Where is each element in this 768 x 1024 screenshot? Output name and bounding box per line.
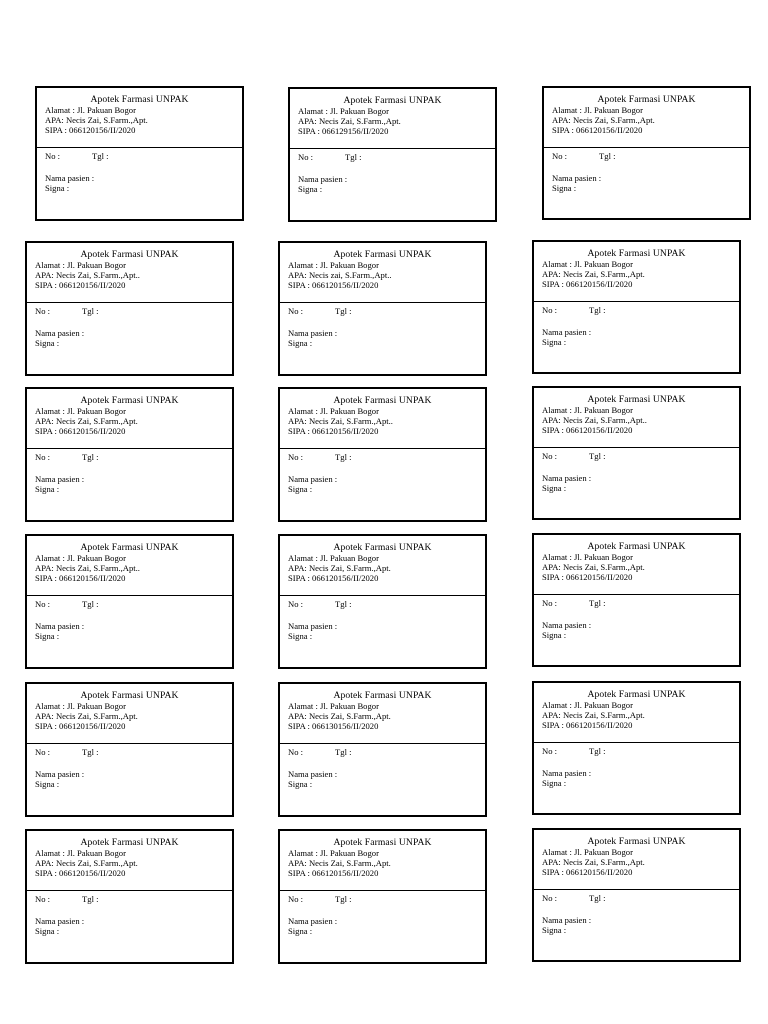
sipa-line: SIPA : 066120156/II/2020: [45, 125, 136, 135]
sipa-line: SIPA : 066120156/II/2020: [35, 426, 126, 436]
address-line: Alamat : Jl. Pakuan Bogor: [298, 106, 389, 116]
sipa-line: SIPA : 066120156/II/2020: [542, 425, 633, 435]
pharmacy-name: Apotek Farmasi UNPAK: [80, 690, 179, 701]
address-line: Alamat : Jl. Pakuan Bogor: [288, 553, 379, 563]
sipa-line: SIPA : 066120156/II/2020: [35, 280, 126, 290]
tgl-field: Tgl :: [82, 747, 99, 757]
label-header: [280, 684, 485, 744]
tgl-field: Tgl :: [589, 893, 606, 903]
label-body: [37, 148, 242, 193]
apa-line: APA: Necis Zai, S.Farm.,Apt..: [542, 415, 647, 425]
tgl-field: Tgl :: [335, 306, 352, 316]
no-field: No :: [552, 151, 568, 161]
label-body: [27, 744, 232, 789]
address-line: Alamat : Jl. Pakuan Bogor: [288, 701, 379, 711]
sipa-line: SIPA : 066120156/II/2020: [288, 573, 379, 583]
tgl-field: Tgl :: [589, 305, 606, 315]
apa-line: APA: Necis Zai, S.Farm.,Apt.: [298, 116, 401, 126]
prescription-label: [278, 829, 487, 964]
label-body: [280, 596, 485, 641]
label-header: [534, 242, 739, 302]
tgl-field: Tgl :: [92, 151, 109, 161]
no-field: No :: [35, 452, 51, 462]
address-line: Alamat : Jl. Pakuan Bogor: [552, 105, 643, 115]
signa-field: Signa :: [288, 631, 313, 641]
sipa-line: SIPA : 066120156/II/2020: [542, 867, 633, 877]
label-body: [290, 149, 495, 194]
label-header: [27, 243, 232, 303]
signa-field: Signa :: [288, 484, 313, 494]
address-line: Alamat : Jl. Pakuan Bogor: [542, 259, 633, 269]
address-line: Alamat : Jl. Pakuan Bogor: [288, 260, 379, 270]
prescription-label: [532, 533, 741, 667]
label-header: [280, 831, 485, 891]
no-field: No :: [288, 747, 304, 757]
label-header: [534, 535, 739, 595]
label-header: [290, 89, 495, 149]
label-header: [27, 536, 232, 596]
tgl-field: Tgl :: [589, 746, 606, 756]
label-header: [280, 243, 485, 303]
pharmacy-name: Apotek Farmasi UNPAK: [333, 395, 432, 406]
pharmacy-name: Apotek Farmasi UNPAK: [333, 542, 432, 553]
patient-name-field: Nama pasien :: [542, 620, 592, 630]
tgl-field: Tgl :: [82, 452, 99, 462]
prescription-label: [532, 828, 741, 962]
tgl-field: Tgl :: [589, 451, 606, 461]
apa-line: APA: Necis Zai, S.Farm.,Apt.: [542, 710, 645, 720]
prescription-label: [25, 829, 234, 964]
signa-field: Signa :: [288, 926, 313, 936]
signa-field: Signa :: [35, 926, 60, 936]
label-header: [280, 389, 485, 449]
label-header: [534, 683, 739, 743]
sipa-line: SIPA : 066120156/II/2020: [35, 721, 126, 731]
patient-name-field: Nama pasien :: [542, 768, 592, 778]
apa-line: APA: Necis Zai, S.Farm.,Apt.: [35, 416, 138, 426]
pharmacy-name: Apotek Farmasi UNPAK: [587, 541, 686, 552]
label-body: [27, 449, 232, 494]
no-field: No :: [542, 451, 558, 461]
tgl-field: Tgl :: [82, 894, 99, 904]
patient-name-field: Nama pasien :: [288, 474, 338, 484]
address-line: Alamat : Jl. Pakuan Bogor: [542, 552, 633, 562]
address-line: Alamat : Jl. Pakuan Bogor: [542, 847, 633, 857]
signa-field: Signa :: [35, 779, 60, 789]
patient-name-field: Nama pasien :: [552, 173, 602, 183]
no-field: No :: [288, 599, 304, 609]
prescription-label: [278, 682, 487, 817]
patient-name-field: Nama pasien :: [298, 174, 348, 184]
label-body: [534, 302, 739, 347]
pharmacy-name: Apotek Farmasi UNPAK: [587, 248, 686, 259]
prescription-label: [532, 681, 741, 815]
no-field: No :: [35, 747, 51, 757]
apa-line: APA: Necis Zai, S.Farm.,Apt.: [288, 858, 391, 868]
address-line: Alamat : Jl. Pakuan Bogor: [288, 406, 379, 416]
tgl-field: Tgl :: [335, 452, 352, 462]
apa-line: APA: Necis Zai, S.Farm.,Apt..: [288, 416, 393, 426]
no-field: No :: [35, 306, 51, 316]
signa-field: Signa :: [35, 631, 60, 641]
signa-field: Signa :: [542, 337, 567, 347]
no-field: No :: [288, 306, 304, 316]
prescription-label: [25, 387, 234, 522]
prescription-label: [532, 240, 741, 374]
no-field: No :: [288, 452, 304, 462]
no-field: No :: [35, 894, 51, 904]
label-body: [544, 148, 749, 193]
no-field: No :: [35, 599, 51, 609]
prescription-label: [25, 534, 234, 669]
signa-field: Signa :: [542, 925, 567, 935]
label-body: [280, 891, 485, 936]
label-header: [280, 536, 485, 596]
apa-line: APA: Necis Zai, S.Farm.,Apt.: [45, 115, 148, 125]
pharmacy-name: Apotek Farmasi UNPAK: [587, 836, 686, 847]
prescription-label: [278, 241, 487, 376]
patient-name-field: Nama pasien :: [35, 328, 85, 338]
patient-name-field: Nama pasien :: [288, 621, 338, 631]
label-body: [280, 303, 485, 348]
pharmacy-name: Apotek Farmasi UNPAK: [90, 94, 189, 105]
apa-line: APA: Necis Zai, S.Farm.,Apt.: [542, 857, 645, 867]
signa-field: Signa :: [542, 778, 567, 788]
label-body: [27, 596, 232, 641]
label-body: [280, 449, 485, 494]
apa-line: APA: Necis Zai, S.Farm.,Apt..: [35, 270, 140, 280]
patient-name-field: Nama pasien :: [542, 473, 592, 483]
prescription-label: [278, 534, 487, 669]
address-line: Alamat : Jl. Pakuan Bogor: [45, 105, 136, 115]
tgl-field: Tgl :: [345, 152, 362, 162]
no-field: No :: [298, 152, 314, 162]
no-field: No :: [542, 893, 558, 903]
label-body: [534, 448, 739, 493]
tgl-field: Tgl :: [82, 306, 99, 316]
sipa-line: SIPA : 066120156/II/2020: [35, 868, 126, 878]
sipa-line: SIPA : 066120156/II/2020: [552, 125, 643, 135]
tgl-field: Tgl :: [599, 151, 616, 161]
sipa-line: SIPA : 066120156/II/2020: [542, 279, 633, 289]
tgl-field: Tgl :: [589, 598, 606, 608]
pharmacy-name: Apotek Farmasi UNPAK: [597, 94, 696, 105]
sipa-line: SIPA : 066120156/II/2020: [288, 426, 379, 436]
prescription-label: [35, 86, 244, 221]
patient-name-field: Nama pasien :: [288, 769, 338, 779]
patient-name-field: Nama pasien :: [542, 915, 592, 925]
address-line: Alamat : Jl. Pakuan Bogor: [35, 406, 126, 416]
pharmacy-name: Apotek Farmasi UNPAK: [333, 837, 432, 848]
patient-name-field: Nama pasien :: [35, 916, 85, 926]
signa-field: Signa :: [552, 183, 577, 193]
patient-name-field: Nama pasien :: [45, 173, 95, 183]
patient-name-field: Nama pasien :: [35, 769, 85, 779]
label-body: [280, 744, 485, 789]
pharmacy-name: Apotek Farmasi UNPAK: [333, 690, 432, 701]
prescription-label: [532, 386, 741, 520]
tgl-field: Tgl :: [335, 894, 352, 904]
label-body: [27, 891, 232, 936]
label-header: [544, 88, 749, 148]
sipa-line: SIPA : 066120156/II/2020: [288, 868, 379, 878]
sipa-line: SIPA : 066130156/II/2020: [288, 721, 379, 731]
sipa-line: SIPA : 066120156/II/2020: [35, 573, 126, 583]
sipa-line: SIPA : 066120156/II/2020: [542, 720, 633, 730]
apa-line: APA: Necis Zai, S.Farm.,Apt.: [288, 711, 391, 721]
patient-name-field: Nama pasien :: [35, 621, 85, 631]
address-line: Alamat : Jl. Pakuan Bogor: [35, 553, 126, 563]
label-body: [534, 890, 739, 935]
label-header: [534, 388, 739, 448]
apa-line: APA: Necis Zai, S.Farm.,Apt.: [542, 269, 645, 279]
prescription-label: [25, 682, 234, 817]
label-body: [534, 595, 739, 640]
prescription-label: [542, 86, 751, 220]
tgl-field: Tgl :: [335, 747, 352, 757]
pharmacy-name: Apotek Farmasi UNPAK: [80, 837, 179, 848]
no-field: No :: [542, 305, 558, 315]
apa-line: APA: Necis Zai, S.Farm.,Apt.: [35, 711, 138, 721]
apa-line: APA: Necis Zai, S.Farm.,Apt..: [35, 563, 140, 573]
patient-name-field: Nama pasien :: [288, 328, 338, 338]
signa-field: Signa :: [35, 338, 60, 348]
signa-field: Signa :: [542, 483, 567, 493]
signa-field: Signa :: [45, 183, 70, 193]
signa-field: Signa :: [288, 779, 313, 789]
pharmacy-name: Apotek Farmasi UNPAK: [343, 95, 442, 106]
label-body: [534, 743, 739, 788]
patient-name-field: Nama pasien :: [288, 916, 338, 926]
no-field: No :: [45, 151, 61, 161]
no-field: No :: [542, 746, 558, 756]
signa-field: Signa :: [298, 184, 323, 194]
pharmacy-name: Apotek Farmasi UNPAK: [587, 394, 686, 405]
apa-line: APA: Necis Zai, S.Farm.,Apt.: [288, 563, 391, 573]
pharmacy-name: Apotek Farmasi UNPAK: [80, 542, 179, 553]
no-field: No :: [288, 894, 304, 904]
signa-field: Signa :: [35, 484, 60, 494]
pharmacy-name: Apotek Farmasi UNPAK: [80, 395, 179, 406]
prescription-label: [278, 387, 487, 522]
sipa-line: SIPA : 066120156/II/2020: [542, 572, 633, 582]
address-line: Alamat : Jl. Pakuan Bogor: [542, 700, 633, 710]
apa-line: APA: Necis Zai, S.Farm.,Apt.: [35, 858, 138, 868]
label-header: [27, 831, 232, 891]
address-line: Alamat : Jl. Pakuan Bogor: [35, 701, 126, 711]
apa-line: APA: Necis zai, S.Farm.,Apt..: [288, 270, 392, 280]
no-field: No :: [542, 598, 558, 608]
label-header: [37, 88, 242, 148]
signa-field: Signa :: [542, 630, 567, 640]
label-header: [27, 684, 232, 744]
address-line: Alamat : Jl. Pakuan Bogor: [35, 260, 126, 270]
pharmacy-name: Apotek Farmasi UNPAK: [80, 249, 179, 260]
prescription-label: [25, 241, 234, 376]
address-line: Alamat : Jl. Pakuan Bogor: [288, 848, 379, 858]
signa-field: Signa :: [288, 338, 313, 348]
sipa-line: SIPA : 066120156/II/2020: [288, 280, 379, 290]
label-header: [534, 830, 739, 890]
patient-name-field: Nama pasien :: [35, 474, 85, 484]
apa-line: APA: Necis Zai, S.Farm.,Apt.: [542, 562, 645, 572]
label-body: [27, 303, 232, 348]
pharmacy-name: Apotek Farmasi UNPAK: [333, 249, 432, 260]
sipa-line: SIPA : 066129156/II/2020: [298, 126, 389, 136]
patient-name-field: Nama pasien :: [542, 327, 592, 337]
address-line: Alamat : Jl. Pakuan Bogor: [35, 848, 126, 858]
apa-line: APA: Necis Zai, S.Farm.,Apt.: [552, 115, 655, 125]
address-line: Alamat : Jl. Pakuan Bogor: [542, 405, 633, 415]
label-header: [27, 389, 232, 449]
tgl-field: Tgl :: [82, 599, 99, 609]
tgl-field: Tgl :: [335, 599, 352, 609]
pharmacy-name: Apotek Farmasi UNPAK: [587, 689, 686, 700]
prescription-label: [288, 87, 497, 222]
